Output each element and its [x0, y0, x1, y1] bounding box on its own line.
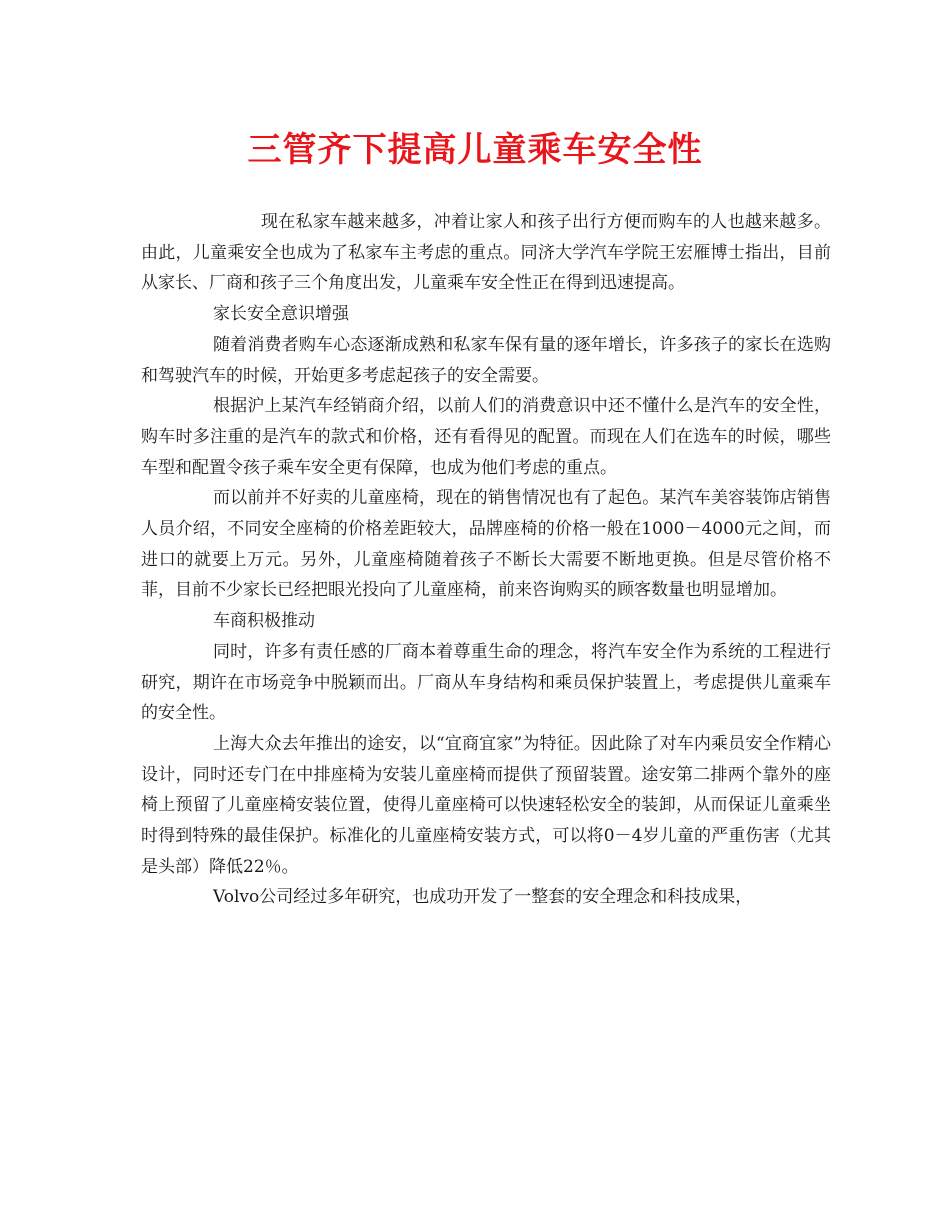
- section-heading-automakers: 车商积极推动: [213, 611, 315, 632]
- body-paragraph: 上海大众去年推出的途安，以“宜商宜家”为特征。因此除了对车内乘员安全作精心设计，同时还专门在中排座椅为安装儿童座椅而提供了预留装置。途安第二排两个靠外的座椅上预留了儿童座椅安装位置，使得儿童座椅可以快速轻松安全的装卸，从而保证儿童乘坐时得到特殊的最佳保护。标准化的儿童座椅安装方式，可以将0－4岁儿童的严重伤害（尤其是头部）降低22％。: [141, 733, 831, 877]
- body-paragraph: Volvo公司经过多年研究，也成功开发了一整套的安全理念和科技成果，: [213, 887, 753, 908]
- body-paragraph: 根据沪上某汽车经销商介绍，以前人们的消费意识中还不懂什么是汽车的安全性，购车时多注重的是汽车的款式和价格，还有看得见的配置。而现在人们在选车的时候，哪些车型和配置令孩子乘车安全更有保障，也成为他们考虑的重点。: [141, 396, 831, 478]
- section-heading-parents: 家长安全意识增强: [213, 304, 349, 325]
- intro-paragraph: 现在私家车越来越多，冲着让家人和孩子出行方便而购车的人也越来越多。由此，儿童乘安全也成为了私家车主考虑的重点。同济大学汽车学院王宏雁博士指出，目前从家长、厂商和孩子三个角度出发，儿童乘车安全性正在得到迅速提高。: [141, 212, 831, 294]
- document-body: [141, 207, 831, 913]
- body-paragraph: 同时，许多有责任感的厂商本着尊重生命的理念，将汽车安全作为系统的工程进行研究，期许在市场竞争中脱颖而出。厂商从车身结构和乘员保护装置上，考虑提供儿童乘车的安全性。: [141, 641, 831, 724]
- document-title: 三管齐下提高儿童乘车安全性: [247, 130, 703, 170]
- body-paragraph: 随着消费者购车心态逐渐成熟和私家车保有量的逐年增长，许多孩子的家长在选购和驾驶汽车的时候，开始更多考虑起孩子的安全需要。: [141, 334, 831, 386]
- body-paragraph: 而以前并不好卖的儿童座椅，现在的销售情况也有了起色。某汽车美容装饰店销售人员介绍，不同安全座椅的价格差距较大，品牌座椅的价格一般在1000－4000元之间，而进口的就要上万元。另外，儿童座椅随着孩子不断长大需要不断地更换。但是尽管价格不菲，目前不少家长已经把眼光投向了儿童座椅，前来咨询购买的顾客数量也明显增加。: [141, 488, 831, 601]
